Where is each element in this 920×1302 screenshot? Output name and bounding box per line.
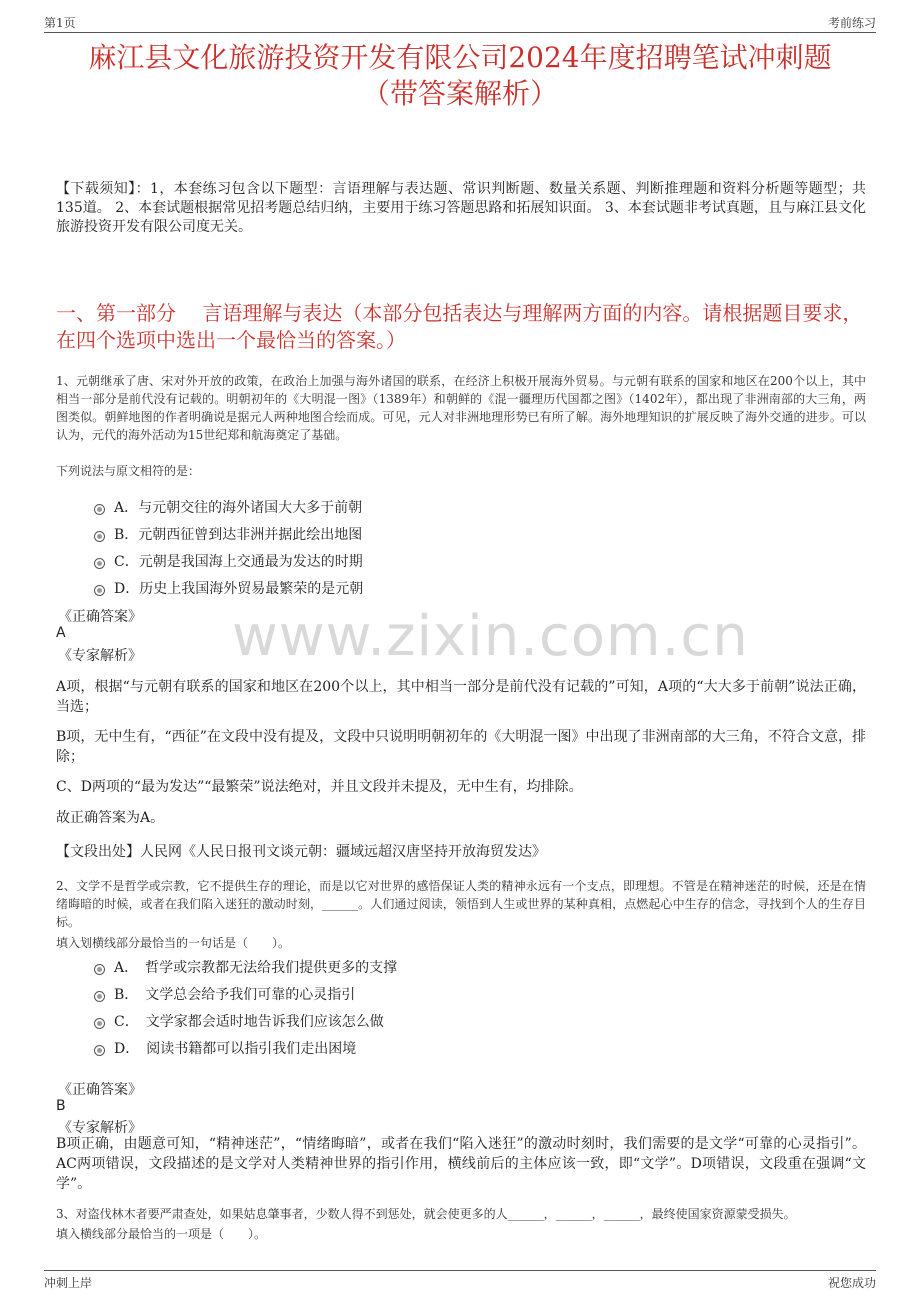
- radio-icon[interactable]: [94, 991, 105, 1002]
- option-label: A．与元朝交往的海外诸国大大多于前朝: [114, 500, 363, 516]
- q1-analysis-b: B项，无中生有，“西征”在文段中没有提及，文段中只说明明朝初年的《大明混一图》中出现了非洲南部的大三角，不符合文意，排除；: [56, 729, 866, 765]
- q1-analysis-cd: C、D两项的“最为发达”“最繁荣”说法绝对，并且文段并未提及，无中生有，均排除。: [56, 779, 583, 795]
- document-title: [40, 40, 880, 112]
- q1-answer: A: [56, 625, 66, 641]
- title-line-2: （带答案解析）: [361, 77, 558, 110]
- footer-left: 冲刺上岸: [44, 1276, 93, 1290]
- title-line-1: 麻江县文化旅游投资开发有限公司2024年度招聘笔试冲刺题: [88, 41, 832, 74]
- radio-icon[interactable]: [94, 585, 105, 596]
- radio-icon[interactable]: [94, 964, 105, 975]
- header-tag: 考前练习: [827, 16, 876, 30]
- radio-icon[interactable]: [94, 1045, 105, 1056]
- q1-conclusion: 故正确答案为A。: [56, 810, 165, 826]
- question-3-prompt: 填入横线部分最恰当的一项是（ ）。: [56, 1227, 267, 1241]
- q2-option-c[interactable]: [94, 1011, 384, 1031]
- section-heading: 一、第一部分 言语理解与表达（本部分包括表达与理解两方面的内容。请根据题目要求，在四个选项中选出一个最恰当的答案。）: [56, 301, 863, 352]
- q1-analysis-label: 《专家解析》: [58, 648, 142, 664]
- q2-analysis-label: 《专家解析》: [58, 1120, 142, 1136]
- radio-icon[interactable]: [94, 558, 105, 569]
- option-label: B． 文学总会给予我们可靠的心灵指引: [114, 987, 356, 1003]
- q2-option-b[interactable]: [94, 984, 355, 1004]
- q1-option-c[interactable]: [94, 551, 363, 571]
- radio-icon[interactable]: [94, 1018, 105, 1029]
- option-label: C．元朝是我国海上交通最为发达的时期: [114, 554, 363, 570]
- option-label: A． 哲学或宗教都无法给我们提供更多的支撑: [114, 960, 398, 976]
- q2-option-d[interactable]: [94, 1038, 356, 1058]
- radio-icon[interactable]: [94, 504, 105, 515]
- page-number: 第1页: [44, 16, 76, 30]
- watermark: www.zixin.com.cn: [232, 604, 749, 669]
- footer-right: 祝您成功: [827, 1276, 876, 1290]
- question-1-prompt: 下列说法与原文相符的是：: [56, 464, 201, 478]
- question-2-stem: 2、文学不是哲学或宗教，它不提供生存的理论，而是以它对世界的感悟保证人类的精神永远有一个支点，即理想。不管是在精神迷茫的时候，还是在情绪晦暗的时候，或者在我们陷入迷狂的激动时刻，______。人们通过阅读，领悟到人生或世界的某种真相，点燃起心中生存的信念，寻找到个人的生存目标。: [56, 879, 866, 929]
- q1-option-b[interactable]: [94, 524, 362, 544]
- q2-answer: B: [56, 1098, 66, 1114]
- question-2-prompt: 填入划横线部分最恰当的一句话是（ ）。: [56, 936, 291, 950]
- q2-analysis: B项正确，由题意可知，“精神迷茫”，“情绪晦暗”，或者在我们“陷入迷狂”的激动时刻时，我们需要的是文学“可靠的心灵指引”。AC两项错误，文段描述的是文学对人类精神世界的指引作用，横线前后的主体应该一致，即“文学”。D项错误，文段重在强调“文学”。: [56, 1136, 866, 1192]
- q2-answer-label: 《正确答案》: [58, 1082, 142, 1098]
- q1-answer-label: 《正确答案》: [58, 609, 142, 625]
- option-label: C． 文学家都会适时地告诉我们应该怎么做: [114, 1014, 384, 1030]
- q1-analysis-a: A项，根据“与元朝有联系的国家和地区在200个以上，其中相当一部分是前代没有记载的”可知，A项的“大大多于前朝”说法正确，当选；: [56, 679, 866, 715]
- question-3-stem: 3、对盗伐林木者要严肃查处，如果姑息肇事者，少数人得不到惩处，就会使更多的人______，______，______，最终使国家资源蒙受损失。: [56, 1207, 796, 1221]
- question-1-stem: 1、元朝继承了唐、宋对外开放的政策，在政治上加强与海外诸国的联系，在经济上积极开展海外贸易。与元朝有联系的国家和地区在200个以上，其中相当一部分是前代没有记载的。明朝初年的《大明混一图》（1389年）和朝鲜的《混一疆理历代国都之图》（1402年），都出现了非洲南部的大三角，两图类似。朝鲜地图的作者明确说是据元人两种地图合绘而成。可见，元人对非洲地理形势已有所了解。海外地理知识的扩展反映了海外交通的进步。可以认为，元代的海外活动为15世纪郑和航海奠定了基础。: [56, 374, 866, 442]
- option-label: D． 阅读书籍都可以指引我们走出困境: [114, 1041, 357, 1057]
- option-label: B．元朝西征曾到达非洲并据此绘出地图: [114, 527, 363, 543]
- page-footer: [44, 1270, 876, 1291]
- page-header: [44, 12, 876, 33]
- q1-option-d[interactable]: [94, 578, 363, 598]
- option-label: D．历史上我国海外贸易最繁荣的是元朝: [114, 581, 364, 597]
- q1-source: 【文段出处】人民网《人民日报刊文谈元朝：疆域远超汉唐坚持开放海贸发达》: [56, 844, 546, 860]
- download-notice: 【下载须知】：1，本套练习包含以下题型：言语理解与表达题、常识判断题、数量关系题、判断推理题和资料分析题等题型；共135道。 2、本套试题根据常见招考题总结归纳，主要用于练习答题思路和拓展知识面。 3、本套试题非考试真题，且与麻江县文化旅游投资开发有限公司度无关。: [56, 181, 866, 235]
- q1-option-a[interactable]: [94, 497, 362, 517]
- q2-option-a[interactable]: [94, 957, 397, 977]
- radio-icon[interactable]: [94, 531, 105, 542]
